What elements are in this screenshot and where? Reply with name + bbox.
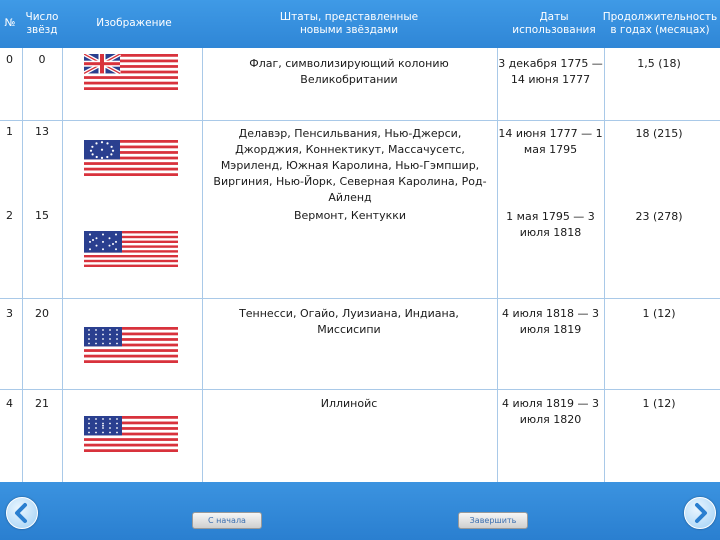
header-stars: Число звёзд <box>25 10 59 36</box>
row-num: 3 <box>6 307 13 320</box>
row-stars: 20 <box>35 307 49 320</box>
column-divider <box>604 48 605 482</box>
finish-button[interactable]: Завершить <box>458 512 528 529</box>
table-body <box>0 48 720 482</box>
row-states: Флаг, символизирующий колонию Великобритании <box>249 57 449 86</box>
row-duration: 18 (215) <box>635 127 683 140</box>
row-dates: 4 июля 1819 — 3 июля 1820 <box>501 397 600 426</box>
row-stars: 13 <box>35 125 49 138</box>
row-stars: 15 <box>35 209 49 222</box>
forward-button[interactable] <box>684 497 716 529</box>
right-arrow-icon <box>685 498 715 528</box>
21-star-flag <box>84 416 178 452</box>
15-star-flag <box>84 231 178 267</box>
header-dates: Даты использования <box>512 10 596 36</box>
grand-union-flag <box>84 54 178 90</box>
header-num: № <box>4 17 16 30</box>
left-arrow-icon <box>7 498 37 528</box>
row-num: 0 <box>6 53 13 66</box>
row-states: Теннесси, Огайо, Луизиана, Индиана, Миссисипи <box>239 307 459 336</box>
row-divider <box>0 389 720 390</box>
row-num: 2 <box>6 209 13 222</box>
row-dates: 14 июня 1777 — 1 мая 1795 <box>498 127 603 156</box>
row-dates: 1 мая 1795 — 3 июля 1818 <box>506 210 595 239</box>
row-duration: 1,5 (18) <box>637 57 681 70</box>
back-button[interactable] <box>6 497 38 529</box>
table-header <box>0 0 720 48</box>
column-divider <box>202 48 203 482</box>
footer-bar <box>0 482 720 540</box>
header-image: Изображение <box>96 17 172 30</box>
row-num: 4 <box>6 397 13 410</box>
header-duration: Продолжительность в годах (месяцах) <box>602 10 718 36</box>
row-stars: 21 <box>35 397 49 410</box>
start-over-button[interactable]: С начала <box>192 512 262 529</box>
betsy-ross-flag <box>84 140 178 176</box>
row-stars: 0 <box>38 53 46 66</box>
row-duration: 1 (12) <box>642 307 676 320</box>
row-divider <box>0 298 720 299</box>
row-states: Делавэр, Пенсильвания, Нью-Джерси, Джорджия, Коннектикут, Массачусетс, Мэриленд, Южная Каролина, Нью-Гэмпшир, Виргиния, Нью-Йорк, Северная Каролина, Род-Айленд <box>213 127 487 204</box>
row-states: Иллинойс <box>320 397 378 410</box>
row-duration: 23 (278) <box>635 210 683 223</box>
column-divider <box>22 48 23 482</box>
column-divider <box>62 48 63 482</box>
row-dates: 4 июля 1818 — 3 июля 1819 <box>501 307 600 336</box>
row-duration: 1 (12) <box>642 397 676 410</box>
header-states: Штаты, представленные новыми звёздами <box>279 10 419 36</box>
row-divider <box>0 120 720 121</box>
row-num: 1 <box>6 125 13 138</box>
row-states: Вермонт, Кентукки <box>293 209 407 222</box>
20-star-flag <box>84 327 178 363</box>
row-dates: 3 декабря 1775 — 14 июня 1777 <box>498 57 603 86</box>
